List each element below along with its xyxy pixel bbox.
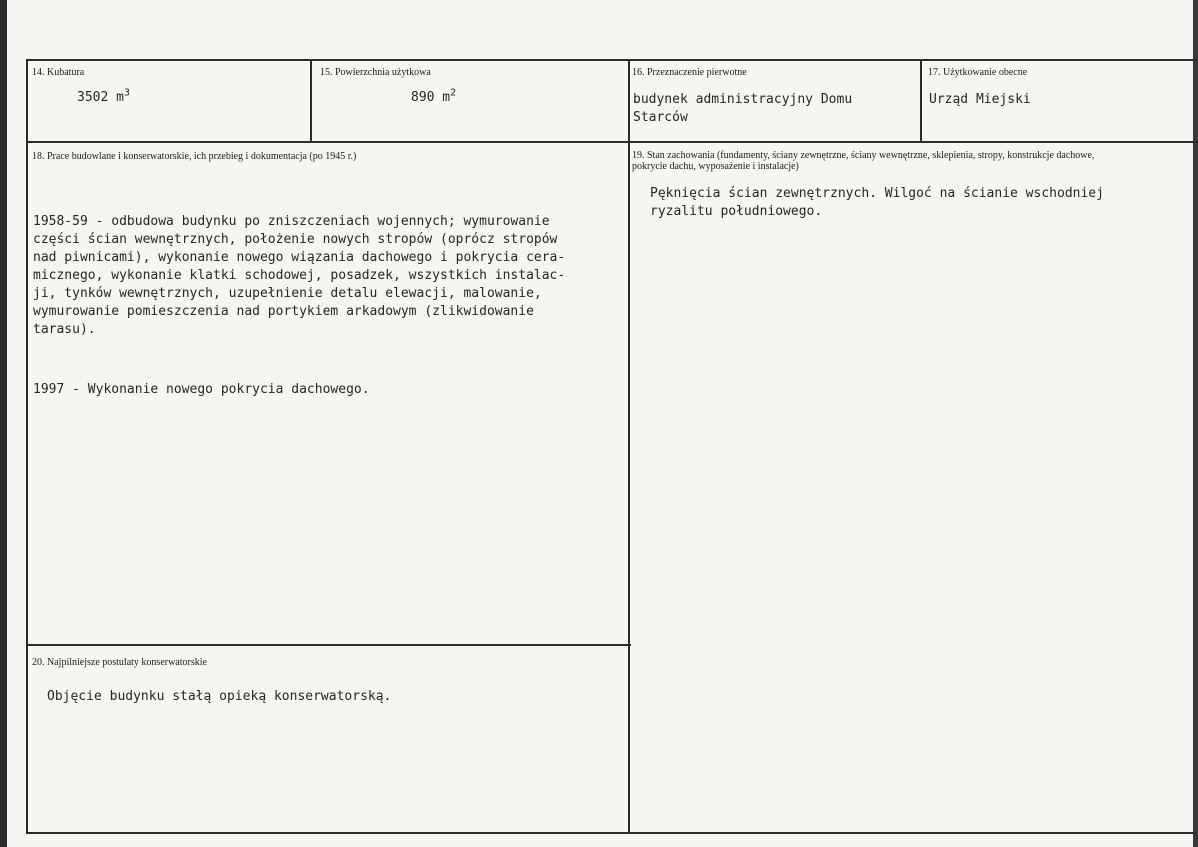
form-sheet <box>7 0 1193 847</box>
powierzchnia-value <box>411 89 456 107</box>
prace-paragraph: 1958-59 - odbudowa budynku po zniszczeniach wojennych; wymurowanie części ścian wewnętrznych, położenie nowych stropów (oprócz stropów nad piwnicami), wykonanie nowego wiązania dachowego i pokrycia cera- micznego, wykonanie klatki schodowej, posadzek, wszystkich instalac- ji, tynków wewnętrznych, uzupełnienie detalu elewacji, malowanie, wymurowanie pomieszczenia nad portykiem arkadowym (zlikwidowanie tarasu). <box>33 214 566 337</box>
stan-label: 19. Stan zachowania (fundamenty, ściany zewnętrzne, ściany wewnętrzne, sklepienia, stropy, konstrukcje dachowe, pokrycie dachu, wyposażenie i instalacje) <box>632 150 1095 172</box>
grid-line-bottom <box>26 832 1198 834</box>
stan-value: Pęknięcia ścian zewnętrznych. Wilgoć na ścianie wschodniej ryzalitu południowego. <box>650 186 1104 219</box>
kubatura-exponent: 3 <box>123 87 130 99</box>
uzytkowanie-value: Urząd Miejski <box>929 92 1031 107</box>
prace-paragraph: 1997 - Wykonanie nowego pokrycia dachowego. <box>33 382 370 397</box>
powierzchnia-exponent: 2 <box>450 87 457 99</box>
grid-line-col3 <box>920 59 922 143</box>
kubatura-label: 14. Kubatura <box>32 67 85 78</box>
grid-line-row18-bottom <box>26 644 631 646</box>
kubatura-number: 3502 m <box>77 90 124 105</box>
grid-line-col1 <box>310 59 312 143</box>
scan-edge-right <box>1193 0 1198 847</box>
uzytkowanie-label: 17. Użytkowanie obecne <box>928 67 1028 78</box>
przeznaczenie-value: budynek administracyjny Domu Starców <box>633 92 853 125</box>
grid-line-center <box>628 59 630 834</box>
przeznaczenie-label: 16. Przeznaczenie pierwotne <box>632 67 747 78</box>
grid-line-row1-bottom <box>26 141 1198 143</box>
kubatura-value <box>77 89 130 107</box>
powierzchnia-label: 15. Powierzchnia użytkowa <box>320 67 431 78</box>
grid-line-left <box>26 59 28 834</box>
grid-line-top <box>26 59 1198 61</box>
prace-text <box>33 177 623 441</box>
powierzchnia-number: 890 m <box>411 90 451 105</box>
scan-edge-left <box>0 0 7 847</box>
postulaty-label: 20. Najpilniejsze postulaty konserwatorskie <box>32 657 207 668</box>
postulaty-value: Objęcie budynku stałą opieką konserwatorską. <box>47 689 392 704</box>
prace-label: 18. Prace budowlane i konserwatorskie, ich przebieg i dokumentacja (po 1945 r.) <box>32 151 357 162</box>
